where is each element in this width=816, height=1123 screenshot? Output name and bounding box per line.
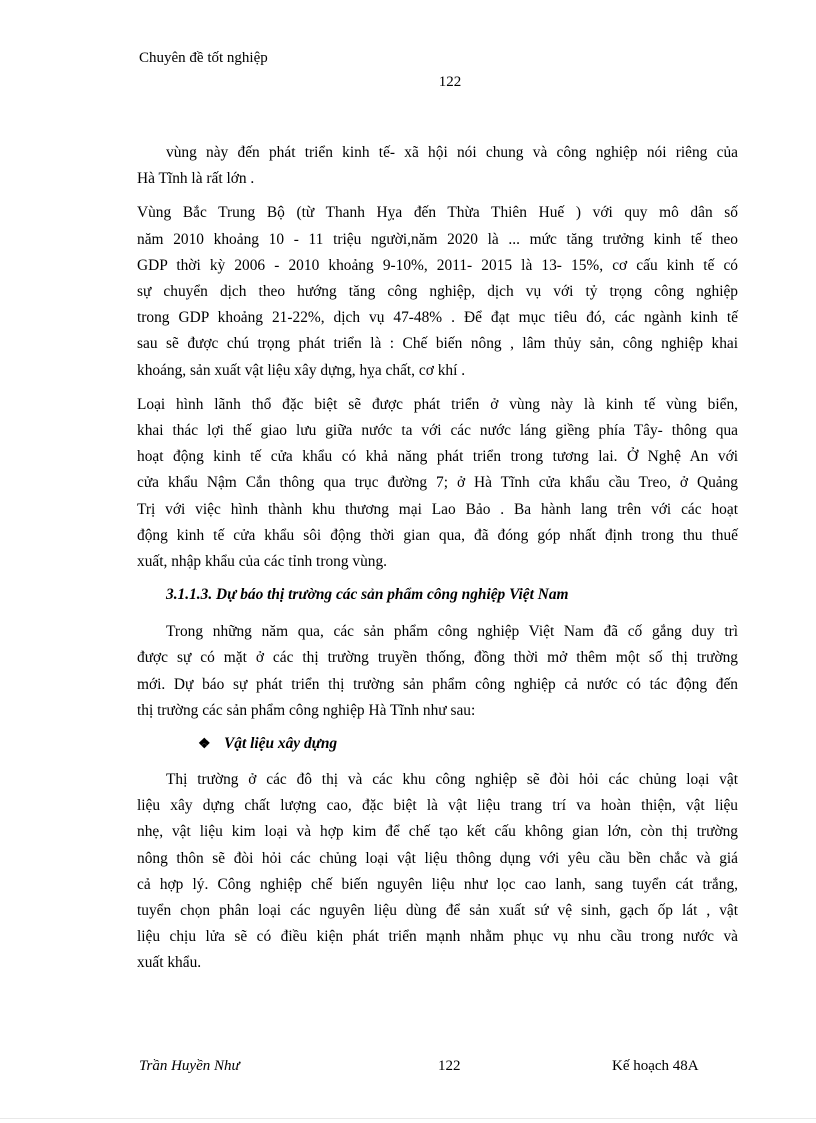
text-line: sự chuyển dịch theo hướng tăng công nghiệp, dịch vụ với tỷ trọng công nghiệp <box>137 283 738 301</box>
text-line: GDP thời kỳ 2006 - 2010 khoảng 9-10%, 2011- 2015 là 13- 15%, cơ cấu kinh tế có <box>137 256 738 274</box>
text-line: khoáng, sản xuất vật liệu xây dựng, hỵa chất, cơ khí . <box>137 361 466 379</box>
text-line: hoạt động kinh tế cửa khẩu có khả năng phát triển trong tương lai. Ở Nghệ An với <box>137 448 738 466</box>
text-line: cả hợp lý. Công nghiệp chế biến nguyên liệu như lọc cao lanh, sang tuyển cát trắng, <box>137 875 738 893</box>
document-body <box>137 140 738 985</box>
text-line: động kinh tế cửa khẩu sôi động thời gian qua, đã đóng góp nhất định trong thu thuế <box>137 526 738 544</box>
text-line: mới. Dự báo sự phát triển thị trường sản phẩm công nghiệp cả nước có tác động đến <box>137 675 738 693</box>
text-line: sau sẽ được chú trọng phát triển là : Chế biến nông , lâm thủy sản, công nghiệp khai <box>137 335 738 353</box>
text-line: Vùng Bắc Trung Bộ (từ Thanh Hỵa đến Thừa Thiên Huế ) với quy mô dân số <box>137 204 738 222</box>
paragraph <box>137 619 738 724</box>
footer-class: Kế hoạch 48A <box>612 1058 699 1074</box>
bullet-label: Vật liệu xây dựng <box>224 735 338 753</box>
bottom-rule <box>0 1118 816 1119</box>
text-line: nhẹ, vật liệu kim loại và hợp kim để chế tạo kết cấu không gian lớn, còn thị trường <box>137 823 738 841</box>
paragraph <box>137 392 738 575</box>
header-page-number: 122 <box>438 74 462 90</box>
paragraph <box>137 200 738 383</box>
bullet-item <box>166 732 738 757</box>
text-line: liệu xây dựng chất lượng cao, đặc biệt là vật liệu trang trí va hoàn thiện, vật liệu <box>137 797 738 815</box>
text-line: xuất, nhập khẩu của các tỉnh trong vùng. <box>137 553 388 571</box>
text-line: Hà Tĩnh là rất lớn . <box>137 170 255 188</box>
text-line: Loại hình lãnh thổ đặc biệt sẽ được phát triển ở vùng này là kinh tế vùng biển, <box>137 395 738 413</box>
text-line: vùng này đến phát triển kinh tế- xã hội nói chung và công nghiệp nói riêng của <box>166 144 738 161</box>
text-line: trong GDP khoảng 21-22%, dịch vụ 47-48% . Để đạt mục tiêu đó, các ngành kinh tế <box>137 309 738 327</box>
footer-author: Trần Huyền Như <box>139 1058 240 1074</box>
text-line: nông thôn sẽ đòi hỏi các chủng loại vật liệu thông dụng với yêu cầu bền chắc và giá <box>137 849 738 867</box>
section-heading: 3.1.1.3. Dự báo thị trường các sản phẩm công nghiệp Việt Nam <box>166 586 569 604</box>
text-line: Thị trường ở các đô thị và các khu công nghiệp sẽ đòi hỏi các chủng loại vật <box>166 771 738 789</box>
paragraph <box>137 767 738 977</box>
text-line: tuyển chọn phân loại các nguyên liệu dùng để sản xuất sứ vệ sinh, gạch ốp lát , vật <box>137 902 738 920</box>
paragraph-group-1 <box>137 140 738 575</box>
footer-page-number: 122 <box>438 1058 461 1074</box>
text-line: Trong những năm qua, các sản phẩm công nghiệp Việt Nam đã cố gắng duy trì <box>166 623 738 641</box>
four-diamond-bullet-icon: ❖ <box>198 737 211 753</box>
text-line: năm 2010 khoảng 10 - 11 triệu người,năm 2020 là ... mức tăng trưởng kinh tế theo <box>137 230 738 248</box>
text-line: cửa khẩu Nậm Cắn thông qua trục đường 7; ở Hà Tĩnh cửa khẩu cầu Treo, ở Quảng <box>137 474 738 492</box>
text-line: xuất khẩu. <box>137 954 202 972</box>
header-title: Chuyên đề tốt nghiệp <box>139 50 268 66</box>
paragraph-group-3 <box>137 767 738 977</box>
paragraph-group-2 <box>137 619 738 724</box>
text-line: khai thác lợi thế giao lưu giữa nước ta với các nước láng giềng phía Tây- thông qua <box>137 422 738 440</box>
paragraph <box>137 140 738 192</box>
text-line: liệu chịu lửa sẽ có điều kiện phát triển mạnh nhằm phục vụ nhu cầu trong nước và <box>137 928 738 946</box>
text-line: thị trường các sản phẩm công nghiệp Hà Tĩnh như sau: <box>137 701 476 719</box>
text-line: Trị với việc hình thành khu thương mại Lao Bảo . Ba hành lang trên với các hoạt <box>137 500 738 518</box>
text-line: được sự có mặt ở các thị trường truyền thống, đồng thời mở thêm một số thị trường <box>137 649 738 667</box>
